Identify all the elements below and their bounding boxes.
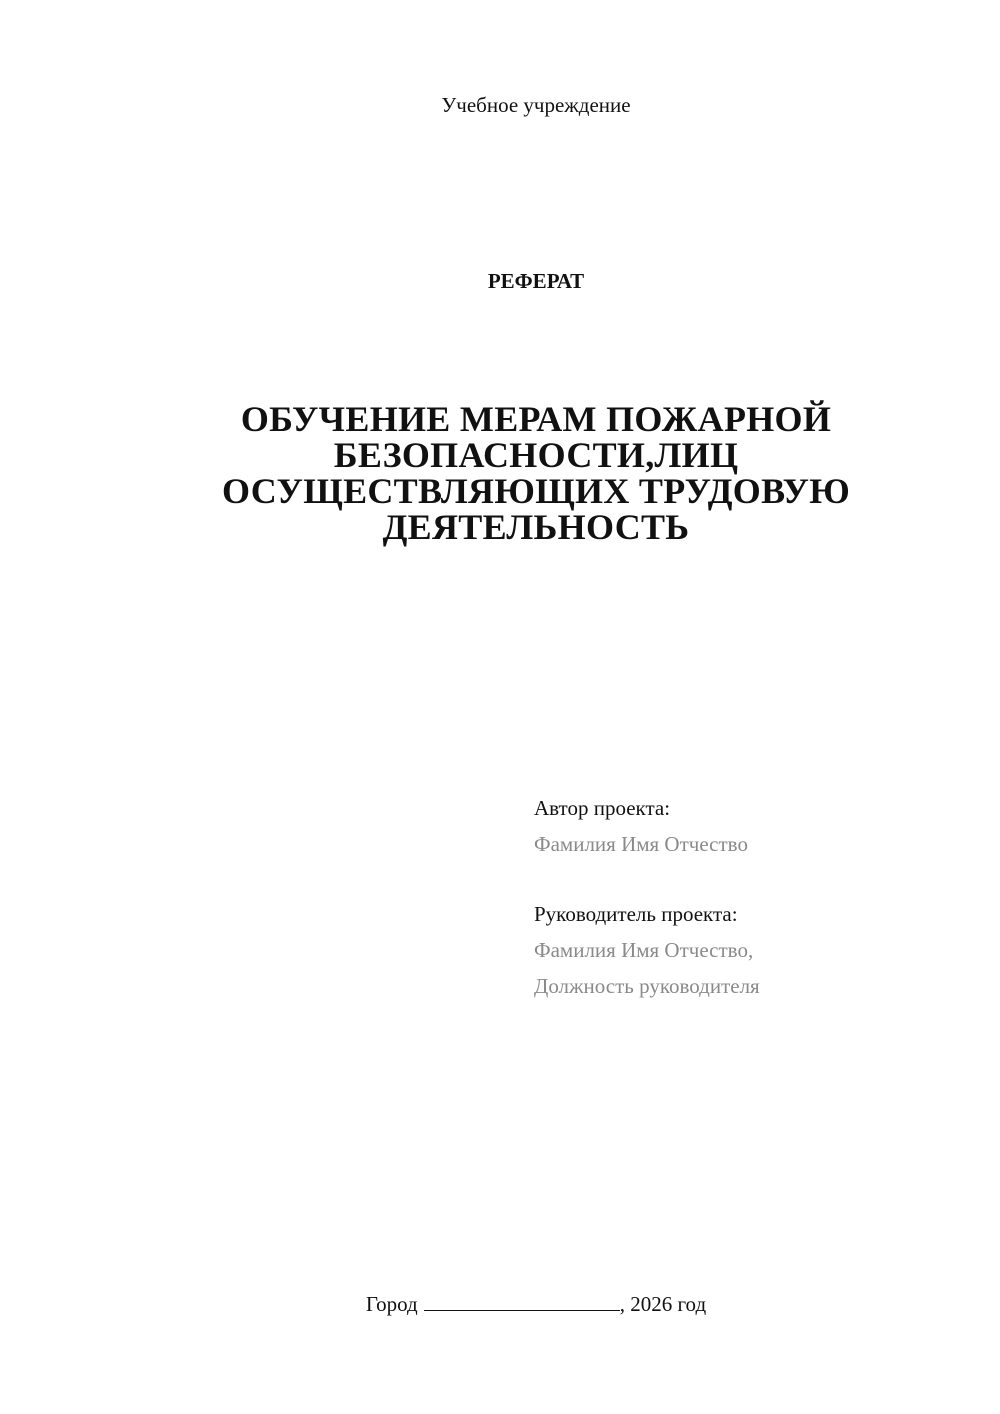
signature-spacer — [534, 862, 974, 896]
document-title — [200, 401, 872, 545]
title-line-3: ОСУЩЕСТВЛЯЮЩИХ ТРУДОВУЮ — [221, 471, 851, 511]
title-line-4: ДЕЯТЕЛЬНОСТЬ — [382, 507, 690, 547]
city-year-line — [0, 1290, 1000, 1318]
author-name-placeholder: Фамилия Имя Отчество — [534, 832, 748, 856]
document-type: РЕФЕРАТ — [487, 269, 585, 293]
supervisor-name-placeholder: Фамилия Имя Отчество, — [534, 938, 754, 962]
institution-name: Учебное учреждение — [441, 93, 631, 117]
author-label: Автор проекта: — [534, 796, 671, 820]
title-line-1: ОБУЧЕНИЕ МЕРАМ ПОЖАРНОЙ — [240, 399, 832, 439]
city-blank-line — [424, 1292, 620, 1311]
year-text: , 2026 год — [619, 1292, 707, 1316]
supervisor-position-placeholder: Должность руководителя — [534, 974, 760, 998]
title-line-2: БЕЗОПАСНОСТИ,ЛИЦ — [333, 435, 739, 475]
supervisor-label: Руководитель проекта: — [534, 902, 738, 926]
city-label: Город — [365, 1292, 418, 1316]
signature-block — [534, 790, 974, 1004]
